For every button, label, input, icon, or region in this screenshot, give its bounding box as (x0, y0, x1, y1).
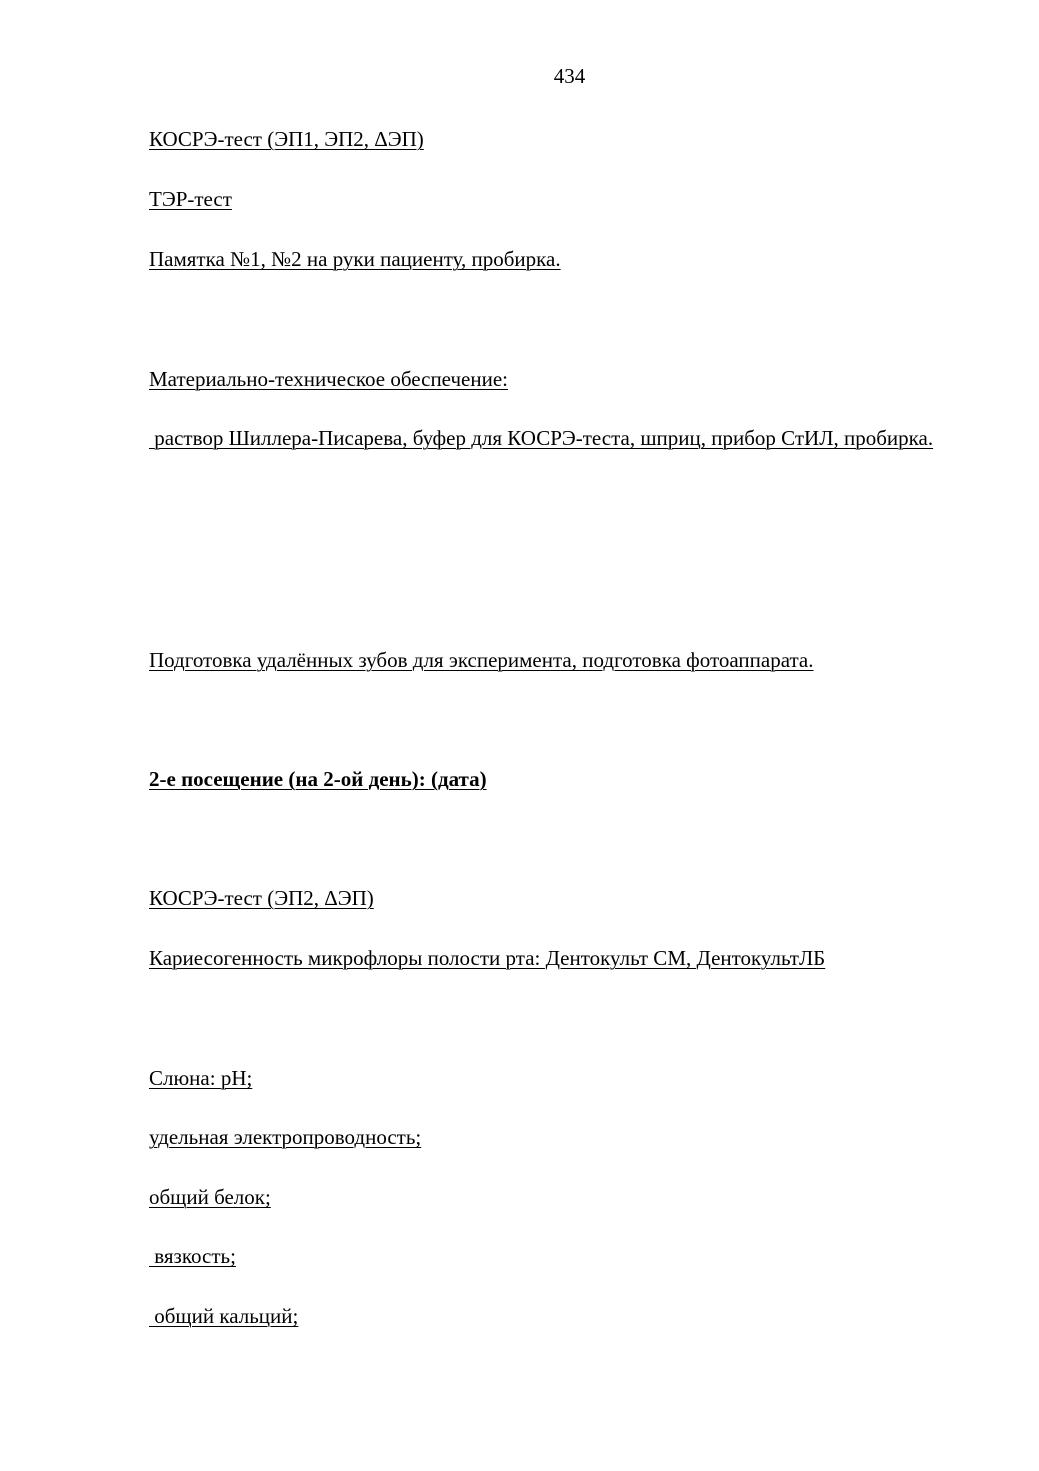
text-line-total-protein: общий белок; (149, 1185, 271, 1209)
text-line-ter-test: ТЭР-тест (149, 187, 232, 211)
text-line-total-calcium: общий кальций; (149, 1304, 299, 1328)
text-line-material-heading: Материально-техническое обеспечение: (149, 367, 508, 391)
text-line-kosre-test-1: КОСРЭ-тест (ЭП1, ЭП2, ΔЭП) (149, 127, 424, 151)
page-number: 434 (553, 64, 586, 88)
text-line-conductivity: удельная электропроводность; (149, 1125, 422, 1149)
text-line-kosre-test-2: КОСРЭ-тест (ЭП2, ΔЭП) (149, 886, 374, 910)
text-line-cariogenicity: Кариесогенность микрофлоры полости рта: Дентокульт СМ, ДентокультЛБ (149, 946, 826, 970)
text-line-memo: Памятка №1, №2 на руки пациенту, пробирка. (149, 247, 561, 271)
text-line-saliva-ph: Слюна: рН; (149, 1066, 253, 1090)
text-line-viscosity: вязкость; (149, 1244, 236, 1268)
text-line-preparation: Подготовка удалённых зубов для эксперимента, подготовка фотоаппарата. (149, 648, 814, 672)
section-heading-second-visit: 2-е посещение (на 2-ой день): (дата) (149, 767, 487, 791)
text-paragraph-materials: раствор Шиллера-Писарева, буфер для КОСРЭ-теста, шприц, прибор СтИЛ, пробирка. (149, 426, 934, 450)
